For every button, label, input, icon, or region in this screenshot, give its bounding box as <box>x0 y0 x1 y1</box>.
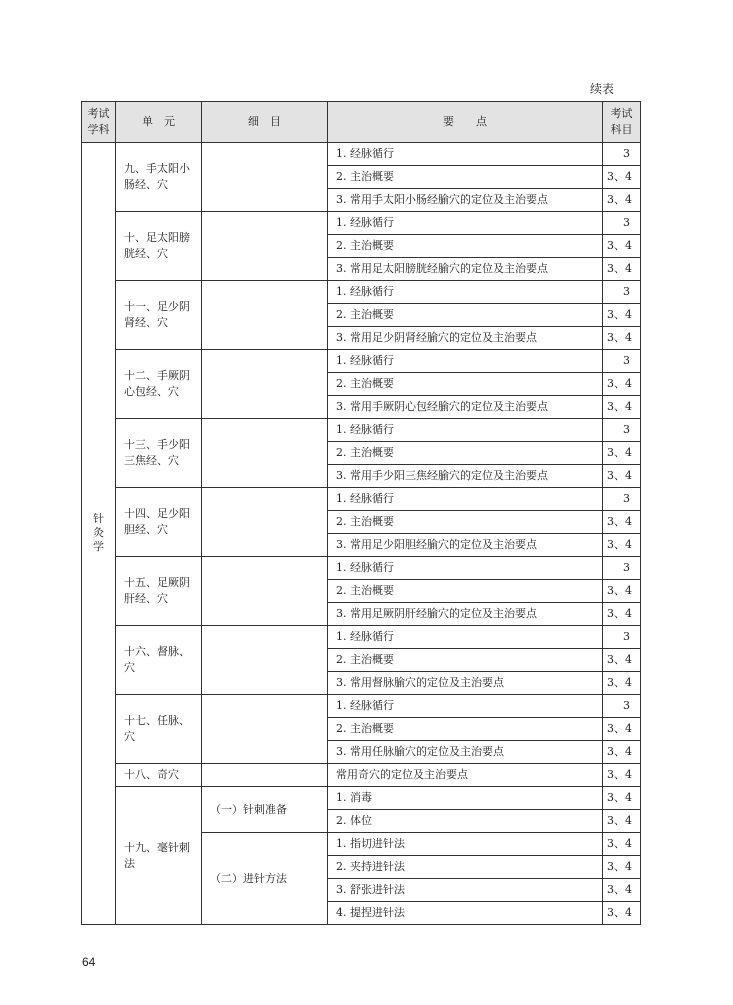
header-exam-subjects: 考试 科目 <box>603 102 641 143</box>
header-subject: 考试 学科 <box>82 102 116 143</box>
detail-cell <box>202 626 328 695</box>
unit-cell: 十、足太阳膀胱经、穴 <box>116 212 202 281</box>
key-point-cell: 1. 经脉循行 <box>328 143 603 166</box>
exam-subjects-cell: 3、4 <box>603 718 641 741</box>
syllabus-table <box>81 101 641 925</box>
key-point-cell: 2. 体位 <box>328 810 603 833</box>
key-point-cell: 1. 经脉循行 <box>328 281 603 304</box>
table-body <box>82 143 641 925</box>
exam-subjects-cell: 3 <box>603 143 641 166</box>
key-point-cell: 1. 经脉循行 <box>328 695 603 718</box>
exam-subjects-cell: 3 <box>603 281 641 304</box>
key-point-cell: 1. 指切进针法 <box>328 833 603 856</box>
exam-subjects-cell: 3、4 <box>603 902 641 925</box>
unit-cell: 十九、毫针刺法 <box>116 787 202 925</box>
exam-subjects-cell: 3、4 <box>603 373 641 396</box>
table-row <box>82 419 641 442</box>
detail-cell <box>202 350 328 419</box>
key-point-cell: 2. 主治概要 <box>328 235 603 258</box>
key-point-cell: 3. 常用手少阳三焦经腧穴的定位及主治要点 <box>328 465 603 488</box>
exam-subjects-cell: 3 <box>603 695 641 718</box>
subject-cell <box>82 143 116 925</box>
key-point-cell: 3. 常用足少阳胆经腧穴的定位及主治要点 <box>328 534 603 557</box>
key-point-cell: 3. 常用督脉腧穴的定位及主治要点 <box>328 672 603 695</box>
unit-cell: 十四、足少阳胆经、穴 <box>116 488 202 557</box>
key-point-cell: 1. 消毒 <box>328 787 603 810</box>
detail-cell <box>202 281 328 350</box>
table-row <box>82 764 641 787</box>
exam-subjects-cell: 3、4 <box>603 166 641 189</box>
key-point-cell: 2. 主治概要 <box>328 373 603 396</box>
table-header-row <box>82 102 641 143</box>
continued-table-label: 续表 <box>590 82 615 96</box>
table-row <box>82 557 641 580</box>
detail-cell: （一）针刺准备 <box>202 787 328 833</box>
unit-cell: 十七、任脉、穴 <box>116 695 202 764</box>
table-row <box>82 143 641 166</box>
exam-subjects-cell: 3、4 <box>603 833 641 856</box>
detail-cell <box>202 695 328 764</box>
key-point-cell: 1. 经脉循行 <box>328 488 603 511</box>
exam-subjects-cell: 3、4 <box>603 189 641 212</box>
key-point-cell: 3. 常用任脉腧穴的定位及主治要点 <box>328 741 603 764</box>
detail-cell <box>202 212 328 281</box>
key-point-cell: 1. 经脉循行 <box>328 350 603 373</box>
exam-subjects-cell: 3、4 <box>603 258 641 281</box>
header-points: 要 点 <box>328 102 603 143</box>
key-point-cell: 2. 主治概要 <box>328 649 603 672</box>
key-point-cell: 3. 常用手厥阴心包经腧穴的定位及主治要点 <box>328 396 603 419</box>
detail-cell <box>202 143 328 212</box>
detail-cell <box>202 419 328 488</box>
key-point-cell: 4. 提捏进针法 <box>328 902 603 925</box>
key-point-cell: 3. 常用足太阳膀胱经腧穴的定位及主治要点 <box>328 258 603 281</box>
header-unit: 单 元 <box>116 102 202 143</box>
key-point-cell: 3. 舒张进针法 <box>328 879 603 902</box>
exam-subjects-cell: 3、4 <box>603 534 641 557</box>
table-row <box>82 626 641 649</box>
table-row <box>82 350 641 373</box>
table-row <box>82 695 641 718</box>
exam-subjects-cell: 3 <box>603 557 641 580</box>
unit-cell: 十六、督脉、穴 <box>116 626 202 695</box>
exam-subjects-cell: 3、4 <box>603 810 641 833</box>
exam-subjects-cell: 3、4 <box>603 580 641 603</box>
exam-subjects-cell: 3、4 <box>603 327 641 350</box>
exam-subjects-cell: 3、4 <box>603 672 641 695</box>
key-point-cell: 2. 主治概要 <box>328 580 603 603</box>
exam-subjects-cell: 3、4 <box>603 442 641 465</box>
key-point-cell: 1. 经脉循行 <box>328 419 603 442</box>
exam-subjects-cell: 3 <box>603 212 641 235</box>
exam-subjects-cell: 3、4 <box>603 764 641 787</box>
detail-cell <box>202 488 328 557</box>
key-point-cell: 2. 主治概要 <box>328 718 603 741</box>
detail-cell: （二）进针方法 <box>202 833 328 925</box>
table-row <box>82 212 641 235</box>
exam-subjects-cell: 3 <box>603 350 641 373</box>
exam-subjects-cell: 3、4 <box>603 511 641 534</box>
exam-subjects-cell: 3、4 <box>603 304 641 327</box>
key-point-cell: 2. 夹持进针法 <box>328 856 603 879</box>
exam-subjects-cell: 3 <box>603 626 641 649</box>
unit-cell: 十三、手少阳三焦经、穴 <box>116 419 202 488</box>
key-point-cell: 3. 常用足厥阴肝经腧穴的定位及主治要点 <box>328 603 603 626</box>
key-point-cell: 1. 经脉循行 <box>328 626 603 649</box>
exam-subjects-cell: 3 <box>603 419 641 442</box>
key-point-cell: 1. 经脉循行 <box>328 212 603 235</box>
unit-cell: 九、手太阳小肠经、穴 <box>116 143 202 212</box>
key-point-cell: 2. 主治概要 <box>328 166 603 189</box>
key-point-cell: 1. 经脉循行 <box>328 557 603 580</box>
exam-subjects-cell: 3、4 <box>603 235 641 258</box>
unit-cell: 十八、奇穴 <box>116 764 202 787</box>
key-point-cell: 2. 主治概要 <box>328 511 603 534</box>
page-number: 64 <box>82 955 96 969</box>
exam-subjects-cell: 3、4 <box>603 741 641 764</box>
exam-subjects-cell: 3、4 <box>603 879 641 902</box>
detail-cell <box>202 764 328 787</box>
exam-subjects-cell: 3、4 <box>603 603 641 626</box>
key-point-cell: 3. 常用手太阳小肠经腧穴的定位及主治要点 <box>328 189 603 212</box>
exam-subjects-cell: 3、4 <box>603 396 641 419</box>
unit-cell: 十一、足少阴肾经、穴 <box>116 281 202 350</box>
detail-cell <box>202 557 328 626</box>
key-point-cell: 2. 主治概要 <box>328 304 603 327</box>
exam-subjects-cell: 3 <box>603 488 641 511</box>
unit-cell: 十五、足厥阴肝经、穴 <box>116 557 202 626</box>
exam-subjects-cell: 3、4 <box>603 856 641 879</box>
key-point-cell: 3. 常用足少阴肾经腧穴的定位及主治要点 <box>328 327 603 350</box>
subject-name: 针灸学 <box>93 512 104 553</box>
header-detail: 细 目 <box>202 102 328 143</box>
table-row <box>82 787 641 810</box>
table-row <box>82 281 641 304</box>
exam-subjects-cell: 3、4 <box>603 787 641 810</box>
key-point-cell: 2. 主治概要 <box>328 442 603 465</box>
key-point-cell: 常用奇穴的定位及主治要点 <box>328 764 603 787</box>
table-row <box>82 488 641 511</box>
unit-cell: 十二、手厥阴心包经、穴 <box>116 350 202 419</box>
exam-subjects-cell: 3、4 <box>603 465 641 488</box>
exam-subjects-cell: 3、4 <box>603 649 641 672</box>
